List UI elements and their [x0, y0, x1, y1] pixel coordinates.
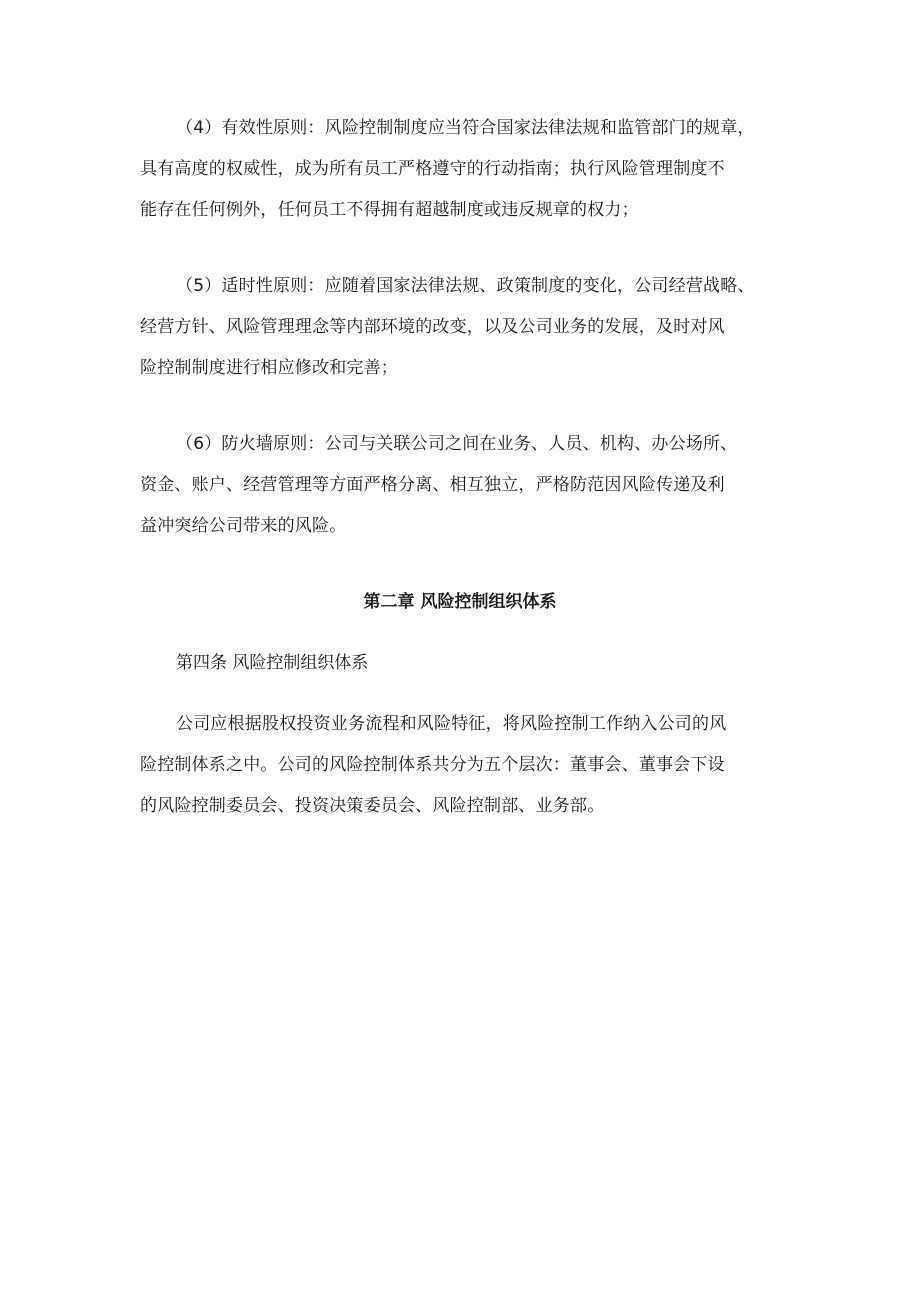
chapter-title: 第二章 风险控制组织体系: [363, 592, 557, 612]
paragraph-timeliness-principle: [140, 266, 780, 389]
paragraph-line: （6）防火墙原则：公司与关联公司之间在业务、人员、机构、办公场所、: [176, 434, 738, 454]
paragraph-line: 资金、账户、经营管理等方面严格分离、相互独立，严格防范因风险传递及利: [140, 475, 725, 495]
article-title: 第四条 风险控制组织体系: [176, 653, 369, 673]
paragraph-line: 经营方针、风险管理理念等内部环境的改变，以及公司业务的发展，及时对风: [140, 317, 725, 337]
paragraph-line: 公司应根据股权投资业务流程和风险特征，将风险控制工作纳入公司的风: [176, 714, 727, 734]
paragraph-effectiveness-principle: [140, 108, 780, 231]
paragraph-line: 险控制制度进行相应修改和完善；: [140, 358, 398, 378]
paragraph-line: 益冲突给公司带来的风险。: [140, 516, 347, 536]
paragraph-risk-control-organization: [140, 704, 780, 827]
paragraph-line: （5）适时性原则：应随着国家法律法规、政策制度的变化，公司经营战略、: [176, 276, 755, 296]
paragraph-line: （4）有效性原则：风险控制制度应当符合国家法律法规和监管部门的规章，: [176, 118, 755, 138]
paragraph-line: 能存在任何例外，任何员工不得拥有超越制度或违反规章的权力；: [140, 200, 639, 220]
paragraph-line: 险控制体系之中。公司的风险控制体系共分为五个层次：董事会、董事会下设: [140, 755, 725, 775]
paragraph-line: 的风险控制委员会、投资决策委员会、风险控制部、业务部。: [140, 796, 605, 816]
paragraph-line: 具有高度的权威性，成为所有员工严格遵守的行动指南；执行风险管理制度不: [140, 159, 725, 179]
paragraph-firewall-principle: [140, 424, 780, 547]
